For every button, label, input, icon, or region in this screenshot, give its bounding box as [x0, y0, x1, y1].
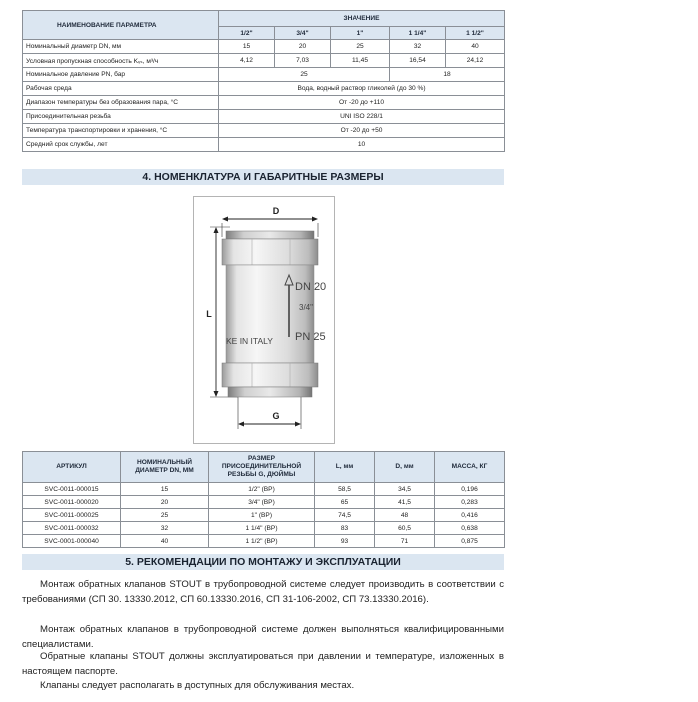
valve-top-rim [226, 231, 314, 239]
marking-origin: KE IN ITALY [226, 336, 273, 346]
size-header: 1 1/2" [446, 27, 505, 40]
arrow-down-icon [214, 391, 219, 397]
parameters-table [22, 10, 505, 152]
arrow-right-icon [312, 217, 318, 222]
cell-value: От -20 до +50 [219, 124, 505, 138]
cell-mass: 0,875 [435, 535, 505, 548]
table-row [23, 40, 505, 54]
table-row [23, 124, 505, 138]
column-header: РАЗМЕР ПРИСОЕДИНИТЕЛЬНОЙ РЕЗЬБЫ G, ДЮЙМЫ [209, 452, 315, 483]
table-row [23, 54, 505, 68]
cell-value: Вода, водный раствор гликолей (до 30 %) [219, 82, 505, 96]
cell-value: 15 [219, 40, 275, 54]
paragraph: Клапаны следует располагать в доступных для обслуживания местах. [40, 680, 355, 691]
cell-mass: 0,283 [435, 496, 505, 509]
table-row [23, 522, 505, 535]
row-label: Рабочая среда [23, 82, 219, 96]
row-label: Диапазон температуры без образования пара, °С [23, 96, 219, 110]
row-label: Номинальное давление PN, бар [23, 68, 219, 82]
dimension-label-l: L [206, 309, 212, 319]
row-label: Температура транспортировки и хранения, °С [23, 124, 219, 138]
section-5-header [22, 554, 504, 570]
size-header: 1" [331, 27, 390, 40]
cell-thread: 3/4" (ВР) [209, 496, 315, 509]
valve-body [226, 265, 314, 363]
table-row [23, 509, 505, 522]
size-header: 1/2" [219, 27, 275, 40]
row-label: Условная пропускная способность Kᵥₛ, м³/ч [23, 54, 219, 68]
valve-top-hex [222, 239, 318, 265]
column-header: МАССА, КГ [435, 452, 505, 483]
cell-mass: 0,638 [435, 522, 505, 535]
valve-drawing-svg [194, 197, 334, 443]
cell-d: 41,5 [375, 496, 435, 509]
cell-l: 83 [315, 522, 375, 535]
cell-value: 7,03 [275, 54, 331, 68]
marking-dn: DN 20 [295, 281, 327, 293]
cell-d: 34,5 [375, 483, 435, 496]
table-row [23, 110, 505, 124]
value-header: ЗНАЧЕНИЕ [219, 11, 505, 27]
cell-value: 11,45 [331, 54, 390, 68]
marking-size: 3/4" [299, 303, 313, 312]
cell-mass: 0,416 [435, 509, 505, 522]
row-label: Средний срок службы, лет [23, 138, 219, 152]
row-label: Присоединительная резьба [23, 110, 219, 124]
table-row [23, 138, 505, 152]
cell-article: SVC-0011-000015 [23, 483, 121, 496]
cell-l: 65 [315, 496, 375, 509]
valve-bottom-hex [222, 363, 318, 387]
param-name-header: НАИМЕНОВАНИЕ ПАРАМЕТРА [23, 11, 219, 40]
table-row [23, 96, 505, 110]
dimension-label-g: G [272, 411, 280, 421]
dimensions-table [22, 451, 505, 548]
cell-mass: 0,196 [435, 483, 505, 496]
cell-d: 60,5 [375, 522, 435, 535]
cell-value: 10 [219, 138, 505, 152]
cell-article: SVC-0011-000020 [23, 496, 121, 509]
cell-value: UNI ISO 228/1 [219, 110, 505, 124]
valve-bottom-rim [228, 387, 312, 397]
cell-value: 18 [390, 68, 505, 82]
cell-dn: 40 [121, 535, 209, 548]
cell-value: 4,12 [219, 54, 275, 68]
column-header: НОМИНАЛЬНЫЙ ДИАМЕТР DN, ММ [121, 452, 209, 483]
cell-thread: 1 1/4" (ВР) [209, 522, 315, 535]
cell-value: 16,54 [390, 54, 446, 68]
column-header: АРТИКУЛ [23, 452, 121, 483]
row-label: Номинальный диаметр DN, мм [23, 40, 219, 54]
cell-value: 24,12 [446, 54, 505, 68]
cell-value: 20 [275, 40, 331, 54]
cell-article: SVC-0011-000032 [23, 522, 121, 535]
table-row [23, 535, 505, 548]
cell-article: SVC-0011-000025 [23, 509, 121, 522]
cell-l: 93 [315, 535, 375, 548]
arrow-right-icon [295, 422, 301, 427]
column-header: L, мм [315, 452, 375, 483]
cell-l: 58,5 [315, 483, 375, 496]
column-header: D, мм [375, 452, 435, 483]
cell-thread: 1" (ВР) [209, 509, 315, 522]
arrow-left-icon [222, 217, 228, 222]
cell-dn: 20 [121, 496, 209, 509]
arrow-up-icon [214, 227, 219, 233]
size-header: 1 1/4" [390, 27, 446, 40]
section-5-title: 5. РЕКОМЕНДАЦИИ ПО МОНТАЖУ И ЭКСПЛУАТАЦИИ [125, 556, 401, 568]
table-row [23, 82, 505, 96]
cell-d: 71 [375, 535, 435, 548]
cell-thread: 1 1/2" (ВР) [209, 535, 315, 548]
cell-thread: 1/2" (ВР) [209, 483, 315, 496]
paragraph: Монтаж обратных клапанов в трубопроводной системе должен выполняться квалифицированными специалистами. [22, 624, 504, 650]
section-4-title: 4. НОМЕНКЛАТУРА И ГАБАРИТНЫЕ РАЗМЕРЫ [142, 171, 384, 183]
table-row [23, 496, 505, 509]
paragraph: Монтаж обратных клапанов STOUT в трубопроводной системе следует производить в соответствии с требованиями (СП 30. 13330.2012, СП 60.13330.2016, СП 31-106-2002, СП 73.13330.2016). [22, 579, 504, 605]
dimension-label-d: D [272, 206, 280, 216]
cell-value: 32 [390, 40, 446, 54]
cell-dn: 32 [121, 522, 209, 535]
cell-value: От -20 до +110 [219, 96, 505, 110]
paragraph: Обратные клапаны STOUT должны эксплуатироваться при давлении и температуре, изложенных в настоящем паспорте. [22, 651, 504, 677]
cell-article: SVC-0001-000040 [23, 535, 121, 548]
valve-drawing [193, 196, 335, 444]
table-row [23, 68, 505, 82]
cell-dn: 25 [121, 509, 209, 522]
cell-value: 25 [331, 40, 390, 54]
arrow-left-icon [238, 422, 244, 427]
marking-pn: PN 25 [295, 331, 326, 343]
size-header: 3/4" [275, 27, 331, 40]
table-row [23, 483, 505, 496]
cell-value: 25 [219, 68, 390, 82]
cell-d: 48 [375, 509, 435, 522]
cell-value: 40 [446, 40, 505, 54]
cell-l: 74,5 [315, 509, 375, 522]
section-4-header [22, 169, 504, 185]
cell-dn: 15 [121, 483, 209, 496]
